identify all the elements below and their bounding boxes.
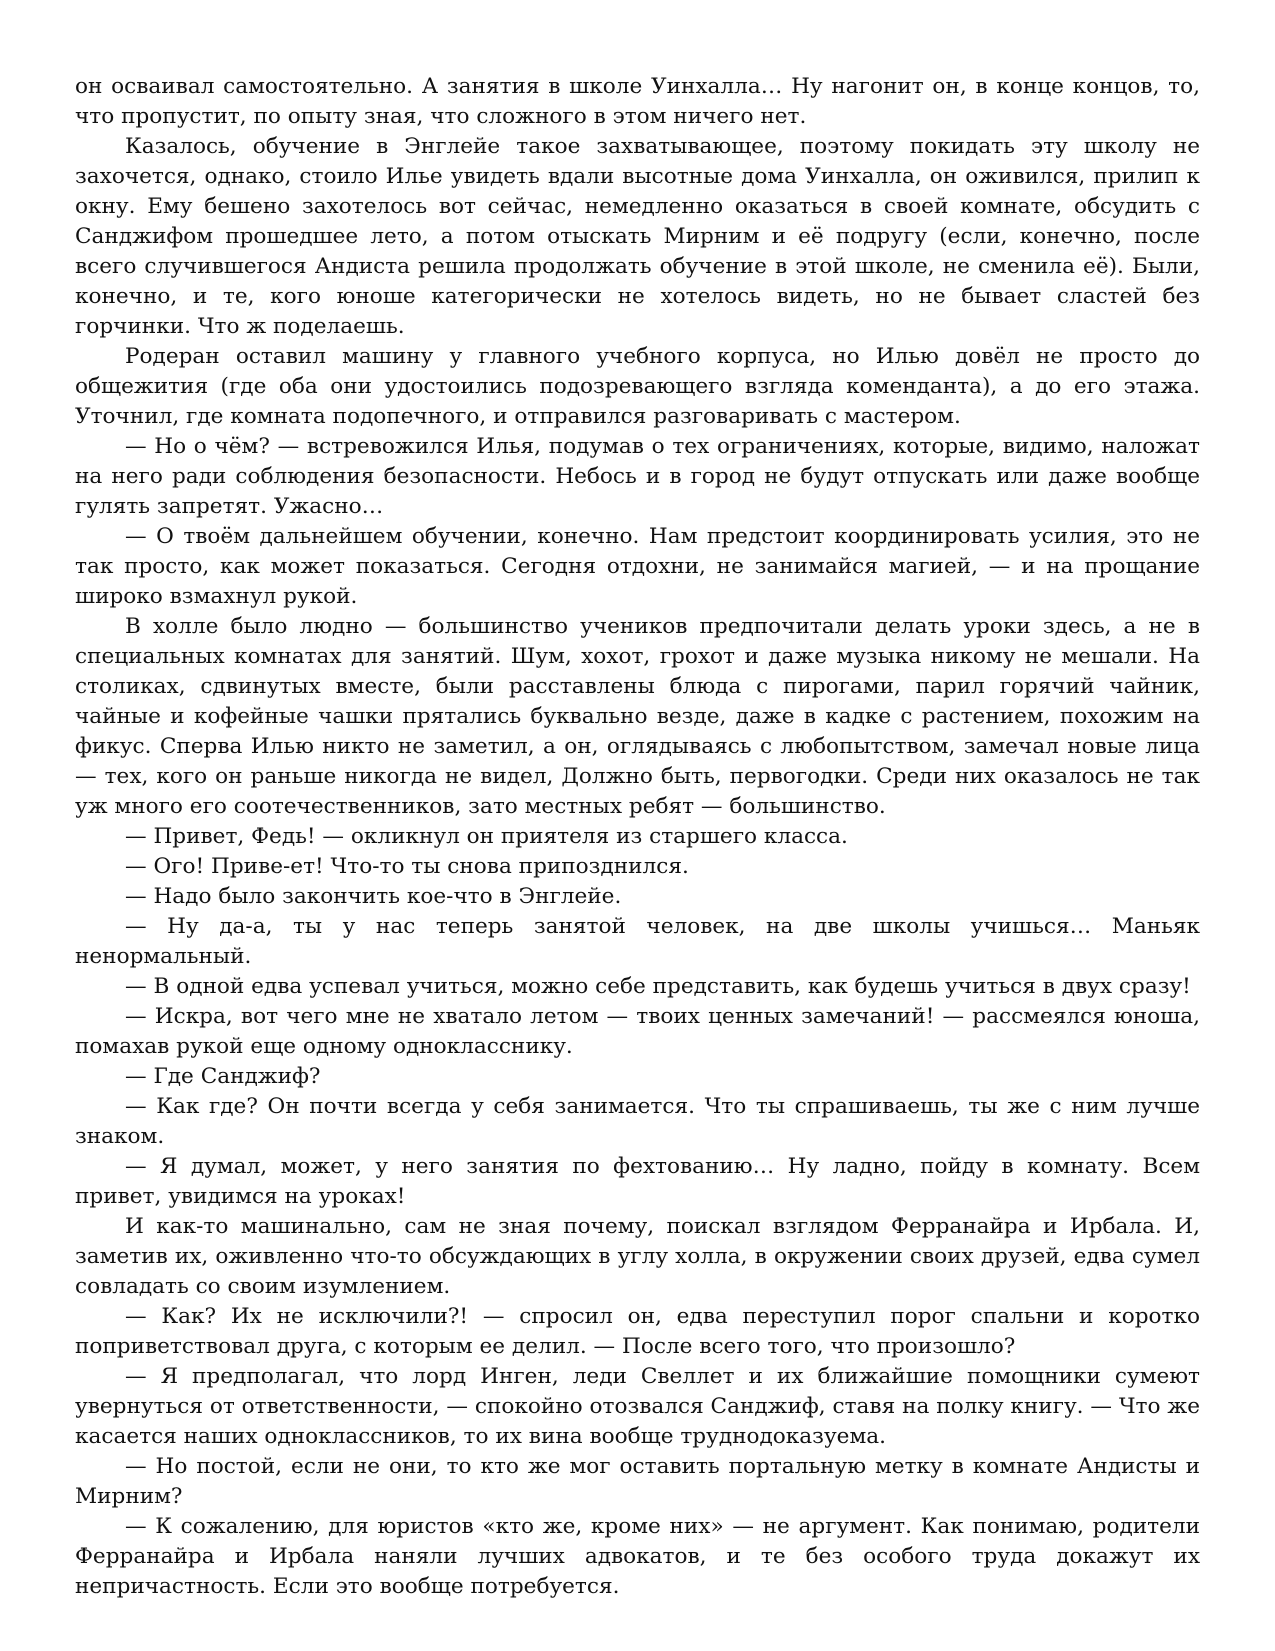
paragraph-7: — Привет, Федь! — окликнул он приятеля из старшего класса. (125, 824, 848, 849)
paragraph-1: он осваивал самостоятельно. А занятия в школе Уинхалла… Ну нагонит он, в конце концов, то, что пропустит, по опыту зная, что сложного в этом ничего нет. (75, 74, 1200, 129)
paragraph-12: — Искра, вот чего мне не хватало летом — твоих ценных замечаний! — рассмеялся юноша, помахав рукой еще одному однокласснику. (75, 1004, 1200, 1059)
paragraph-17: — Как? Их не исключили?! — спросил он, едва переступил порог спальни и коротко поприветствовал друга, с которым ее делил. — После всего того, что произошло? (75, 1304, 1200, 1359)
paragraph-19: — Но постой, если не они, то кто же мог оставить портальную метку в комнате Андисты и Мирним? (75, 1454, 1200, 1509)
paragraph-15: — Я думал, может, у него занятия по фехтованию… Ну ладно, пойду в комнату. Всем привет, увидимся на уроках! (75, 1154, 1200, 1209)
paragraph-2: Казалось, обучение в Энглейе такое захватывающее, поэтому покидать эту школу не захочется, однако, стоило Илье увидеть вдали высотные дома Уинхалла, он оживился, прилип к окну. Ему бешено захотелось вот сейчас, немедленно оказаться в своей комнате, обсудить с Санджифом прошедшее лето, а потом отыскать Мирним и её подругу (если, конечно, после всего случившегося Андиста решила продолжать обучение в этой школе, не сменила её). Были, конечно, и те, кого юноше категорически не хотелось видеть, но не бывает сластей без горчинки. Что ж поделаешь. (75, 134, 1200, 339)
paragraph-16: И как-то машинально, сам не зная почему, поискал взглядом Ферранайра и Ирбала. И, заметив их, оживленно что-то обсуждающих в углу холла, в окружении своих друзей, едва сумел совладать со своим изумлением. (75, 1214, 1200, 1299)
paragraph-3: Родеран оставил машину у главного учебного корпуса, но Илью довёл не просто до общежития (где оба они удостоились подозревающего взгляда коменданта), а до его этажа. Уточнил, где комната подопечного, и отправился разговаривать с мастером. (75, 344, 1200, 429)
paragraph-18: — Я предполагал, что лорд Инген, леди Свеллет и их ближайшие помощники сумеют увернуться от ответственности, — спокойно отозвался Санджиф, ставя на полку книгу. — Что же касается наших одноклассников, то их вина вообще труднодоказуема. (75, 1364, 1201, 1449)
paragraph-10: — Ну да-а, ты у нас теперь занятой человек, на две школы учишься… Маньяк ненормальный. (75, 914, 1200, 969)
document-page (75, 72, 1200, 1602)
paragraph-5: — О твоём дальнейшем обучении, конечно. Нам предстоит координировать усилия, это не так просто, как может показаться. Сегодня отдохни, не занимайся магией, — и на прощание широко взмахнул рукой. (75, 524, 1200, 609)
paragraph-14: — Как где? Он почти всегда у себя занимается. Что ты спрашиваешь, ты же с ним лучше знаком. (75, 1094, 1200, 1149)
paragraph-9: — Надо было закончить кое-что в Энглейе. (125, 884, 622, 909)
paragraph-11: — В одной едва успевал учиться, можно себе представить, как будешь учиться в двух сразу! (125, 974, 1191, 999)
paragraph-6: В холле было людно — большинство учеников предпочитали делать уроки здесь, а не в специальных комнатах для занятий. Шум, хохот, грохот и даже музыка никому не мешали. На столиках, сдвинутых вместе, были расставлены блюда с пирогами, парил горячий чайник, чайные и кофейные чашки прятались буквально везде, даже в кадке с растением, похожим на фикус. Сперва Илью никто не заметил, а он, оглядываясь с любопытством, замечал новые лица — тех, кого он раньше никогда не видел, Должно быть, первогодки. Среди них оказалось не так уж много его соотечественников, зато местных ребят — большинство. (75, 614, 1200, 819)
paragraph-13: — Где Санджиф? (125, 1064, 321, 1089)
paragraph-8: — Ого! Приве-ет! Что-то ты снова припозднился. (125, 854, 689, 879)
paragraph-4: — Но о чём? — встревожился Илья, подумав о тех ограничениях, которые, видимо, наложат на него ради соблюдения безопасности. Небось и в город не будут отпускать или даже вообще гулять запретят. Ужасно… (75, 434, 1200, 519)
paragraph-20: — К сожалению, для юристов «кто же, кроме них» — не аргумент. Как понимаю, родители Ферранайра и Ирбала наняли лучших адвокатов, и те без особого труда докажут их непричастность. Если это вообще потребуется. (75, 1514, 1200, 1599)
